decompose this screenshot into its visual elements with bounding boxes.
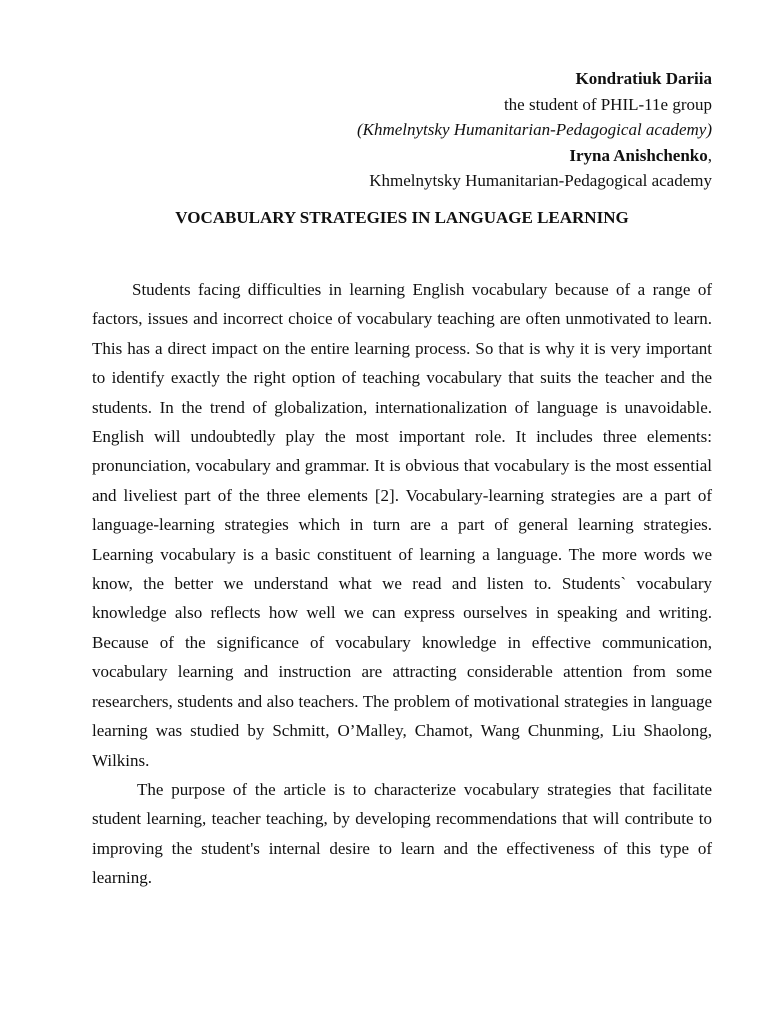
- author2-name: Iryna Anishchenko: [569, 145, 708, 165]
- author2-affiliation: Khmelnytsky Humanitarian-Pedagogical academy: [369, 171, 712, 190]
- paragraph-2: The purpose of the article is to characterize vocabulary strategies that facilitate student learning, teacher teaching, by developing recommendations that will contribute to improving the student's internal desire to learn and the effectiveness of this type of learning.: [92, 779, 712, 888]
- paragraph-1: Students facing difficulties in learning English vocabulary because of a range of factors, issues and incorrect choice of vocabulary teaching are often unmotivated to learn. This has a direct impact on the entire learning process. So that is why it is very important to identify exactly the right option of teaching vocabulary that suits the teacher and the students. In the trend of globalization, internationalization of language is unavoidable. English will undoubtedly play the most important role. It includes three elements: pronunciation, vocabulary and grammar. It is obvious that vocabulary is the most essential and liveliest part of the three elements [2]. Vocabulary-learning strategies are a part of language-learning strategies which in turn are a part of general learning strategies. Learning vocabulary is a basic constituent of learning a language. The more words we know, the better we understand what we read and listen to. Students` vocabulary knowledge also reflects how well we can express ourselves in speaking and writing. Because of the significance of vocabulary knowledge in effective communication, vocabulary learning and instruction are attracting considerable attention from some researchers, students and also teachers. The problem of motivational strategies in language learning was studied by Schmitt, O’Malley, Chamot, Wang Chunming, Liu Shaolong, Wilkins.: [92, 280, 712, 770]
- author1-affiliation: (Khmelnytsky Humanitarian-Pedagogical academy): [356, 120, 712, 139]
- article-body: [92, 275, 712, 893]
- author1-role: the student of PHIL-11e group: [503, 94, 712, 114]
- author1-name: Kondratiuk Dariia: [575, 69, 712, 88]
- article-title: VOCABULARY STRATEGIES IN LANGUAGE LEARNING: [175, 208, 629, 227]
- author-block: [192, 66, 712, 194]
- author2-line: [192, 143, 712, 169]
- author2-separator: ,: [707, 145, 712, 165]
